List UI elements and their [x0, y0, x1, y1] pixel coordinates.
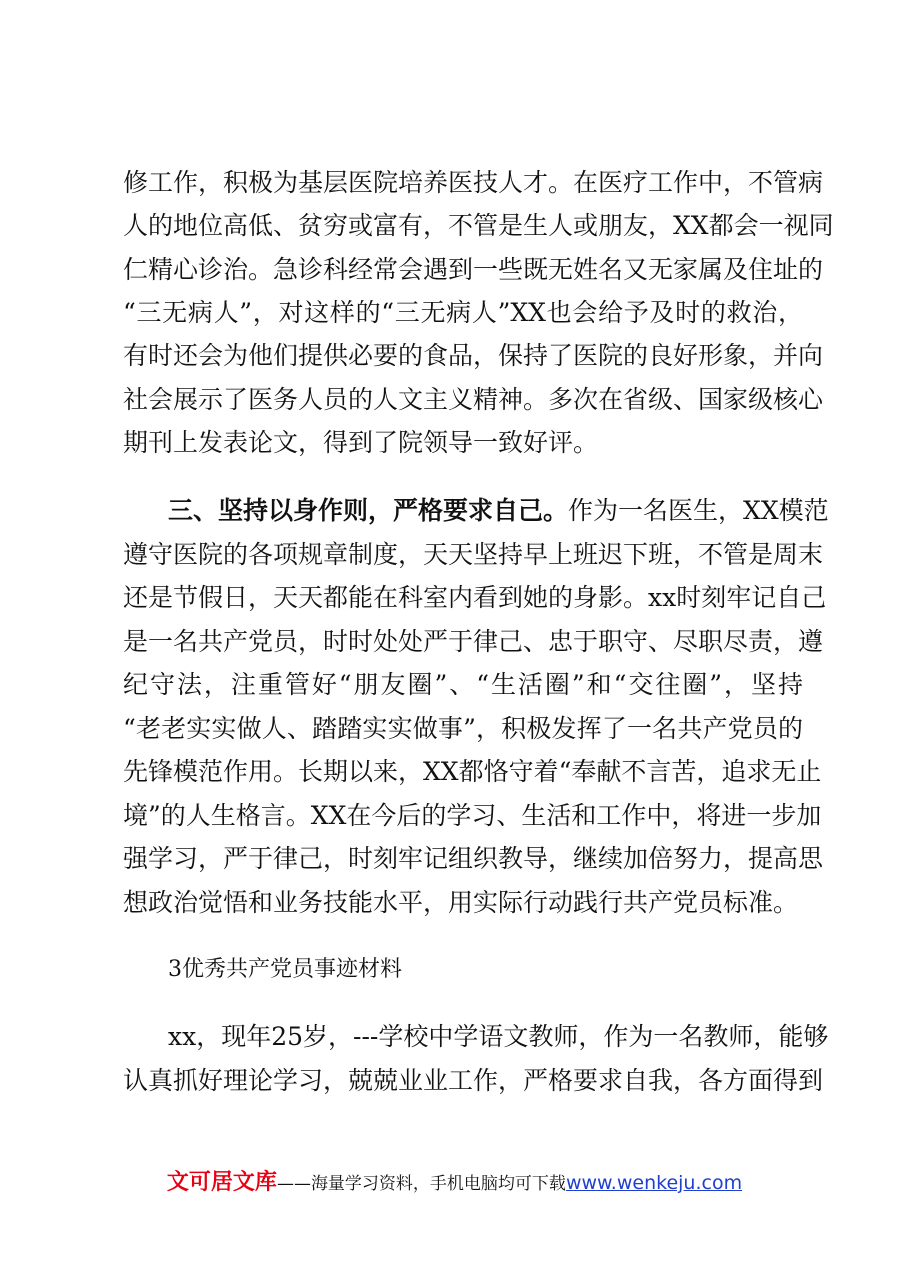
paragraph-line: 想政治觉悟和业务技能水平，用实际行动践行共产党员标准。	[123, 888, 799, 917]
paragraph-line: 人的地位高低、贫穷或富有，不管是生人或朋友，XX都会一视同	[123, 211, 834, 240]
paragraph-line: 遵守医院的各项规章制度，天天坚持早上班迟下班，不管是周末	[123, 540, 824, 569]
paragraph-line: 认真抓好理论学习，兢兢业业工作，严格要求自我，各方面得到	[123, 1066, 824, 1095]
paragraph-line: 先锋模范作用。长期以来，XX都恪守着“奉献不言苦，追求无止	[123, 757, 822, 786]
paragraph-line: 强学习，严于律己，时刻牢记组织教导，继续加倍努力，提高思	[123, 844, 824, 873]
bold-lead-heading: 三、坚持以身作则，严格要求自己。	[168, 496, 569, 525]
paragraph-line-rest: 作为一名医生，XX模范	[568, 496, 829, 525]
paragraph-line: 是一名共产党员，时时处处严于律己、忠于职守、尽职尽责，遵	[123, 627, 824, 656]
paragraph-line: 期刊上发表论文，得到了院领导一致好评。	[123, 428, 599, 457]
paragraph-line: 修工作，积极为基层医院培养医技人才。在医疗工作中，不管病	[123, 168, 824, 197]
paragraph-line: 有时还会为他们提供必要的食品，保持了医院的良好形象，并向	[123, 341, 824, 370]
paragraph-first-line	[168, 496, 829, 526]
paragraph-line: 境”的人生格言。XX在今后的学习、生活和工作中，将进一步加	[123, 801, 822, 830]
section-heading: 3优秀共产党员事迹材料	[168, 957, 402, 982]
paragraph-line: 纪守法，注重管好“朋友圈”、“生活圈”和“交往圈”，坚持	[123, 670, 803, 699]
paragraph-line: “三无病人”，对这样的“三无病人”XX也会给予及时的救治，	[123, 298, 803, 327]
paragraph-line: xx，现年25岁，---学校中学语文教师，作为一名教师，能够	[168, 1022, 829, 1051]
footer-url-link[interactable]: www.wenkeju.com	[565, 1172, 743, 1194]
paragraph-line: 还是节假日，天天都能在科室内看到她的身影。xx时刻牢记自己	[123, 583, 827, 612]
paragraph-line: “老老实实做人、踏踏实实做事”，积极发挥了一名共产党员的	[123, 714, 803, 743]
paragraph-line: 社会展示了医务人员的人文主义精神。多次在省级、国家级核心	[123, 385, 824, 414]
footer-tagline: ——海量学习资料，手机电脑均可下载	[276, 1174, 566, 1194]
paragraph-line: 仁精心诊治。急诊科经常会遇到一些既无姓名又无家属及住址的	[123, 255, 824, 284]
footer-brand: 文可居文库	[166, 1170, 277, 1195]
footer-banner	[0, 1165, 909, 1196]
